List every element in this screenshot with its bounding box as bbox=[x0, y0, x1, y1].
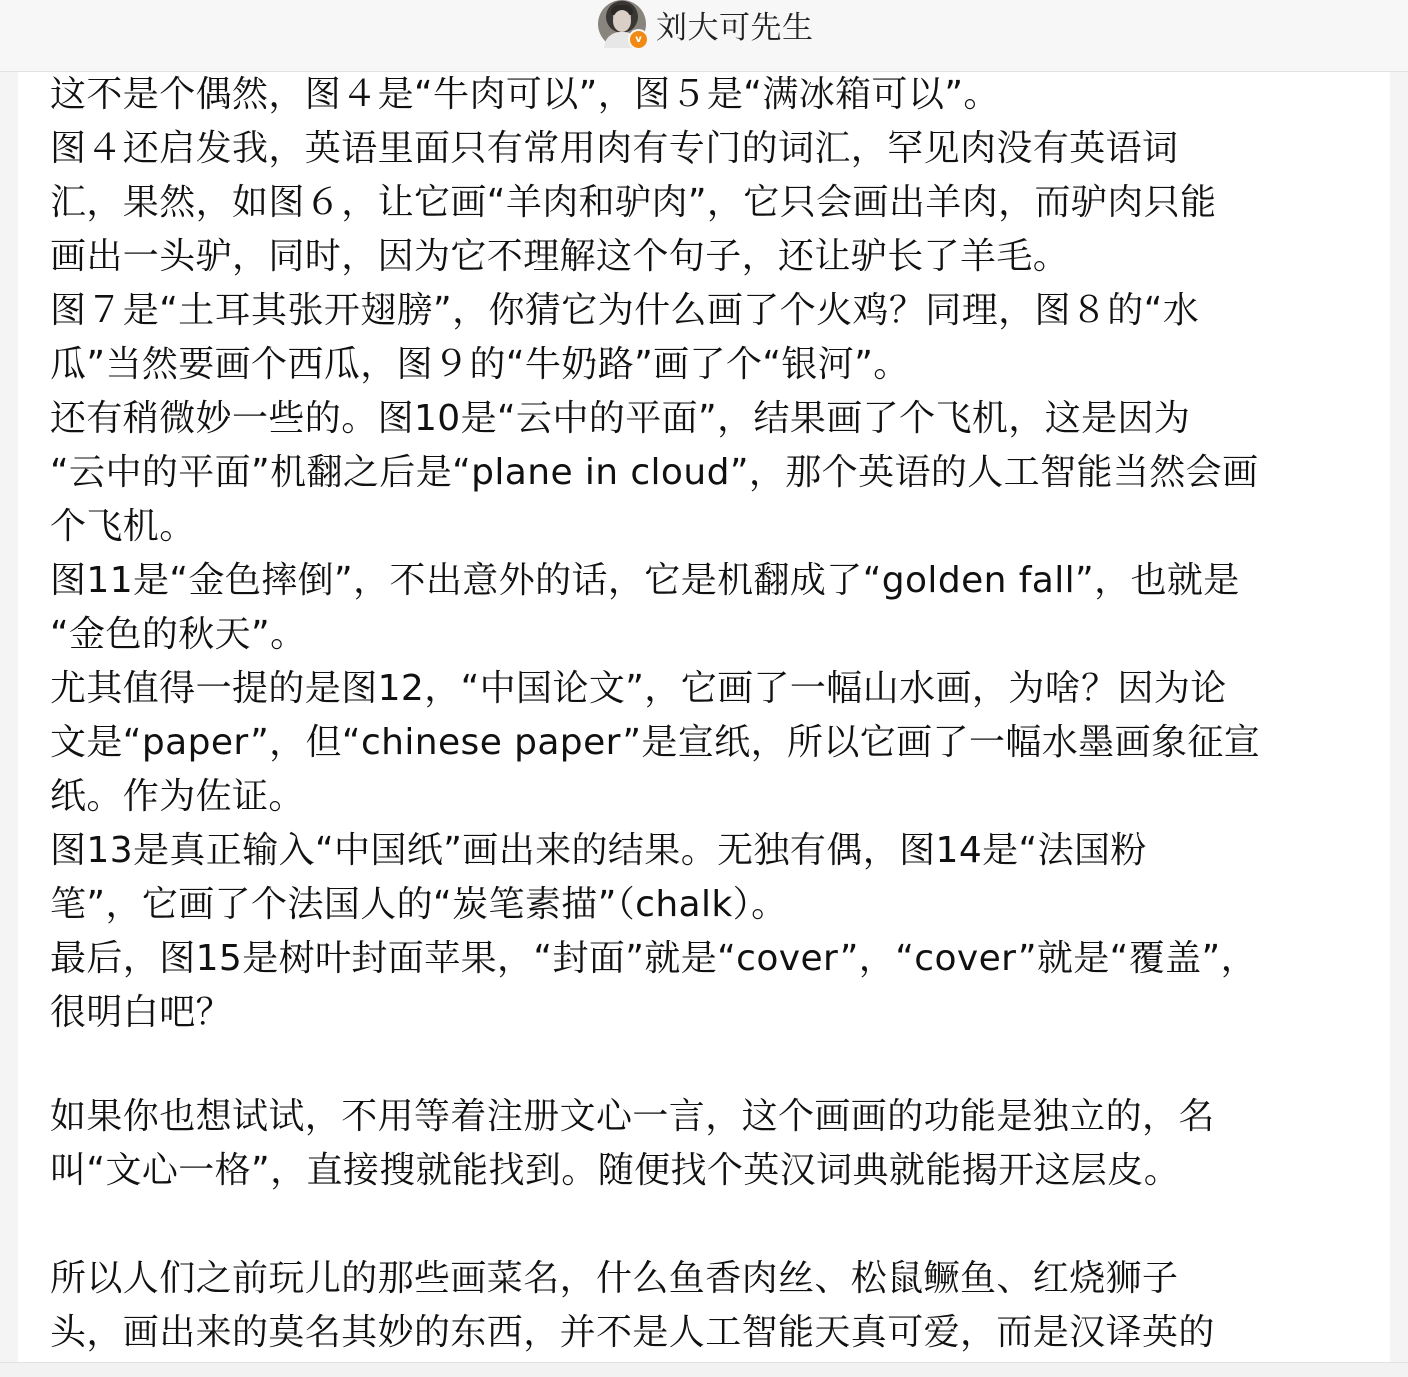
author-info[interactable] bbox=[598, 0, 814, 48]
post-content bbox=[18, 72, 1390, 1362]
verified-badge-icon: v bbox=[628, 29, 649, 50]
post-text-line: 图７是“土耳其张开翅膀”，你猜它为什么画了个火鸡？同理，图８的“水 bbox=[50, 290, 1200, 331]
post-text-line: 汇，果然，如图６，让它画“羊肉和驴肉”，它只会画出羊肉，而驴肉只能 bbox=[50, 182, 1217, 223]
post-text-line: 尤其值得一提的是图12，“中国论文”，它画了一幅山水画，为啥？因为论 bbox=[50, 668, 1227, 709]
post-text-line: 纸。作为佐证。 bbox=[50, 776, 305, 817]
bottom-toolbar bbox=[0, 1362, 1408, 1377]
post-text-line: 最后，图15是树叶封面苹果，“封面”就是“cover”，“cover”就是“覆盖”， bbox=[50, 938, 1257, 979]
post-text-line: 个飞机。 bbox=[50, 506, 196, 547]
post-text-line: 图４还启发我，英语里面只有常用肉有专门的词汇，罕见肉没有英语词 bbox=[50, 128, 1179, 169]
top-header bbox=[0, 0, 1408, 72]
post-text-line: 还有稍微妙一些的。图10是“云中的平面”，结果画了个飞机，这是因为 bbox=[50, 398, 1191, 439]
avatar-face bbox=[613, 10, 631, 32]
username[interactable]: 刘大可先生 bbox=[656, 9, 814, 46]
post-text-line: 头，画出来的莫名其妙的东西，并不是人工智能天真可爱，而是汉译英的 bbox=[50, 1312, 1215, 1353]
avatar[interactable] bbox=[598, 0, 646, 48]
post-text-line: 叫“文心一格”，直接搜就能找到。随便找个英汉词典就能揭开这层皮。 bbox=[50, 1150, 1181, 1191]
post-text-line: 所以人们之前玩儿的那些画菜名，什么鱼香肉丝、松鼠鳜鱼、红烧狮子 bbox=[50, 1258, 1179, 1299]
post-text-line: 图11是“金色摔倒”，不出意外的话，它是机翻成了“golden fall”，也就是 bbox=[50, 560, 1240, 601]
post-text-line: 笔”，它画了个法国人的“炭笔素描”（chalk）。 bbox=[50, 884, 788, 925]
post-text-line: 文是“paper”，但“chinese paper”是宣纸，所以它画了一幅水墨画象征宣 bbox=[50, 722, 1261, 763]
post-text-line: 这不是个偶然，图４是“牛肉可以”，图５是“满冰箱可以”。 bbox=[50, 74, 1000, 115]
post-text-line: 画出一头驴，同时，因为它不理解这个句子，还让驴长了羊毛。 bbox=[50, 236, 1070, 277]
post-text-line: 瓜”当然要画个西瓜，图９的“牛奶路”画了个“银河”。 bbox=[50, 344, 910, 385]
post-text-line: 如果你也想试试，不用等着注册文心一言，这个画画的功能是独立的，名 bbox=[50, 1096, 1215, 1137]
post-text-line: 很明白吧？ bbox=[50, 992, 233, 1033]
post-text-line: “云中的平面”机翻之后是“plane in cloud”，那个英语的人工智能当然会画 bbox=[50, 452, 1259, 493]
post-text-line: “金色的秋天”。 bbox=[50, 614, 307, 655]
post-text-line: 图13是真正输入“中国纸”画出来的结果。无独有偶，图14是“法国粉 bbox=[50, 830, 1147, 871]
